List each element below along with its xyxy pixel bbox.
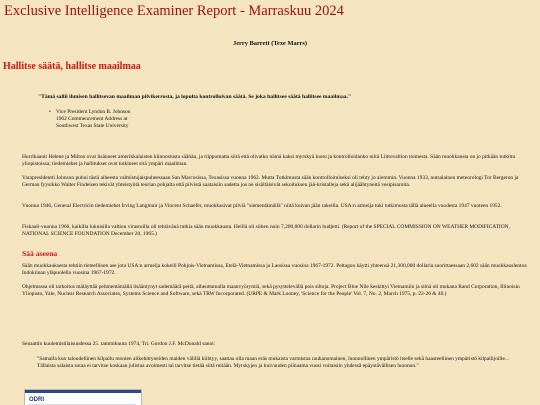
paragraph: Hurrikaanit Helene ja Milton ovat lisänneet amerikkalaisten kiinnostusta säähän, ja riippumatta siitä että olivatko nämä kaksi myrskyä luotu ja kontrolloidanko niitä Liittovaltion toimesta. Sään muokkausta on jo pitkään tutkittu yliopistoissa; tiedemiehet ja hallitukset ovat tutkineet sitä ympäri maailman. xyxy=(22,154,516,168)
site-title: Exclusive Intelligence Examiner Report - Marraskuu 2024 xyxy=(4,3,344,19)
paragraph: Sään muokkauksesta tehtiin tieteellinen ase jota USA:n armeija kokeili Pohjois-Vietnamissa, Etelä-Vietnamissa ja Laosissa vuosina 1967-1972. Peltagon käytti yhteensä 21,300,000 dollaria suorittaessaan 2,602 sään muokkauslentoa Indokiinan yläpuolella vuosina 1967-1972. xyxy=(22,263,527,277)
paragraph: Fiskaali-vuonna 1966, kaikilla lukuisilla valtion virastoilla oli tehtävänä tutkia sään muokkausta. Heillä oli siihen noin 7,200,000 dollarin budjetti. (Report of the SPECIAL COMMISSION ON WEATHER MODIFICATION, NATIONAL SCIENCE FOUNDATION December 20, 1965.) xyxy=(22,224,510,238)
section-subhead: Sää aseena xyxy=(22,249,58,258)
attribution-line: Vice President Lyndon B. Johnson xyxy=(56,109,131,115)
paragraph: Varapresidentti Johnson puhui tästä aiheesta valmistujaispuheessaan San Marcosissa, Texasissa vuonna 1962. Mutta Tutkimusta sään kontrolloimiseksi oli tehty jo aiemmin. Vuonna 1933, nutsalainen meteorologi Tor Bergeron ja German fyysikko Walter Findeisen tekivät yhteistyötä teorian pohjalta että pilvistä saataisiin sadetta jos ne sisältäisivät sekoituksen jää-kristalleja sekä alijäähtyneitä vesipisaroita. xyxy=(22,175,519,189)
image-topbar xyxy=(25,390,141,393)
odri-logo: ODRI xyxy=(29,397,44,403)
paragraph: Ohjelmassa oli tarkoitus mätäyttää pehmentämällä lisääntynyt sademäärä peitä, aiheuttamalla maanvyörymiä, sekä pysyttelevällä pois siltoja. Project Blue Nile keskittyi Vietnamiin ja siinä oli mukana Rand Corporation, Illinoisin Yliopisto, Yale, Nuclear Research Associates, Systems Science and Software, sekä TRW Incorporated. (URPE & Mark Looney, 'Science for the People' Vol. 7, No. 2, March 1975, p. 22-26 & 40.) xyxy=(22,284,520,298)
blockquote: "Samalla kun taloudellinen kilpailu monien alikehittyneiden maiden välillä kiihtyy, saattaa olla maan eräs mukaista varmistaa rauhanomainen, luonnollinen ympäristö itselle sekä haasteellinen ympäristö kilpailijoille... Tällaista salaista sotaa ei tarvitse koskaan julistaa avoimesti tai tarvitse tietää siitä mitään. Myrskyjen ja kuivuuden piinaama vuosi voitaisiin yhdessä epäystävällisen luonnon." xyxy=(37,356,509,370)
paragraph: Vuonna 1946, General Electricin tiedemiehet Irving Langmuir ja Vincent Schaefer, muokkasivat pilviä "siementämällä" niitä kuivan jään rakeilla. USA:n armeija tuki tutkimusta tällä alueella vuodesta 1947 vuoteen 1952. xyxy=(22,203,502,209)
article-headline: Hallitse säätä, hallitse maailmaa xyxy=(3,61,141,72)
attribution-line: Southwest Texas State University xyxy=(56,123,129,130)
bullet-icon: • xyxy=(49,109,51,115)
author-byline: Jerry Barrett (Texe Marrs) xyxy=(233,40,307,47)
paragraph: Senaattin kuulemistilaisuudessa 25. tammikuuta 1974, Tri. Gordon J.F. McDonald sanoi: xyxy=(22,341,216,347)
quote-attribution xyxy=(49,109,131,131)
epigraph-quote: "Tämä sallii ihmisen hallitsevan maailman pilvikerrosta, ja lopulta kontrolloivan säätä. Se joka hallitsee säätä hallitsee maailmaa." xyxy=(38,94,352,100)
attribution-line: 1962 Commencement Address at xyxy=(56,116,128,123)
embedded-screenshot-image xyxy=(24,389,142,405)
